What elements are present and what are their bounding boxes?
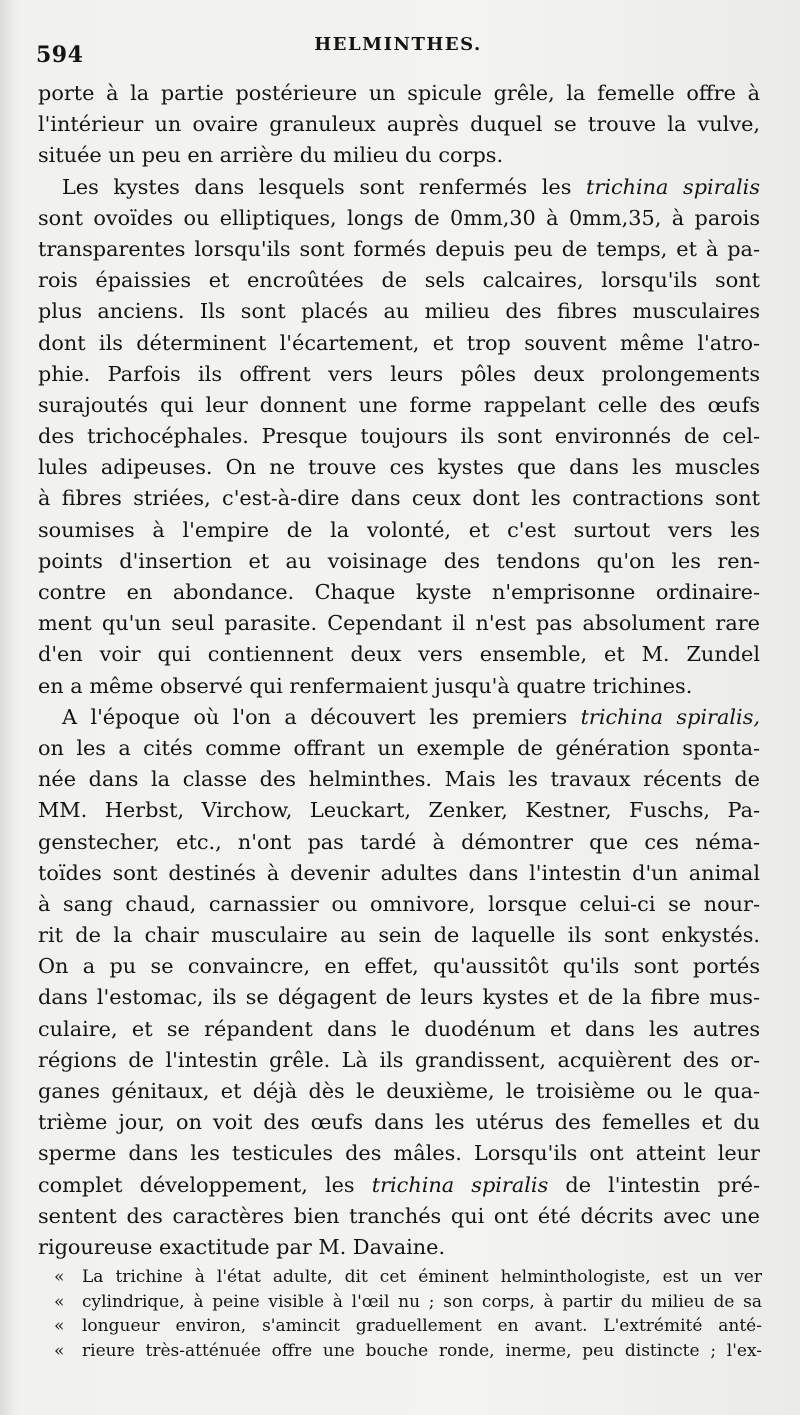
footnote-line: « cylindrique, à peine visible à l'œil nu ; son corps, à partir du milieu de sa [54, 1291, 762, 1312]
text-line: MM. Herbst, Virchow, Leuckart, Zenker, Kestner, Fuschs, Pa- [38, 798, 760, 823]
text-line: Les kystes dans lesquels sont renfermés les trichina spiralis [62, 174, 761, 199]
text-line: A l'époque où l'on a découvert les premiers trichina spiralis, [62, 704, 760, 729]
text-line: plus anciens. Ils sont placés au milieu des fibres musculaires [38, 299, 760, 324]
text-line: surajoutés qui leur donnent une forme rappelant celle des œufs [38, 392, 760, 417]
text-line: soumises à l'empire de la volonté, et c'est surtout vers les [38, 517, 760, 542]
text-line: dont ils déterminent l'écartement, et trop souvent même l'atro- [38, 330, 760, 355]
text-line: rigoureuse exactitude par M. Davaine. [38, 1234, 446, 1259]
text-line: sperme dans les testicules des mâles. Lorsqu'ils ont atteint leur [38, 1141, 760, 1166]
text-line: à fibres striées, c'est-à-dire dans ceux dont les contractions sont [38, 486, 760, 511]
text-line: phie. Parfois ils offrent vers leurs pôles deux prolongements [38, 361, 760, 386]
page-header [36, 30, 760, 68]
text-line: sont ovoïdes ou elliptiques, longs de 0mm,30 à 0mm,35, à parois [38, 205, 760, 230]
footnote-line: « longueur environ, s'amincit graduellement en avant. L'extrémité anté- [54, 1316, 762, 1336]
running-head: HELMINTHES. [314, 34, 482, 55]
text-line: l'intérieur un ovaire granuleux auprès duquel se trouve la vulve, [38, 112, 760, 137]
text-line: contre en abondance. Chaque kyste n'emprisonne ordinaire- [38, 580, 760, 604]
text-line: trième jour, on voit des œufs dans les utérus des femelles et du [38, 1110, 760, 1135]
text-line: culaire, et se répandent dans le duodénum et dans les autres [38, 1016, 760, 1041]
main-text [38, 78, 760, 1263]
text-line: sentent des caractères bien tranchés qui ont été décrits avec une [38, 1203, 760, 1228]
text-line: points d'insertion et au voisinage des tendons qu'on les ren- [38, 548, 760, 573]
text-line: rois épaissies et encroûtées de sels calcaires, lorsqu'ils sont [38, 268, 760, 293]
footnote-quote [56, 1265, 762, 1363]
text-line: on les a cités comme offrant un exemple de génération sponta- [38, 735, 760, 760]
text-line: située un peu en arrière du milieu du corps. [38, 143, 504, 168]
text-line: lules adipeuses. On ne trouve ces kystes que dans les muscles [38, 455, 760, 480]
footnote-line: « La trichine à l'état adulte, dit cet éminent helminthologiste, est un ver [54, 1267, 762, 1287]
footnote-line: « rieure très-atténuée offre une bouche ronde, inerme, peu distincte ; l'ex- [54, 1340, 762, 1361]
text-line: complet développement, les trichina spiralis de l'intestin pré- [38, 1172, 761, 1197]
text-line: régions de l'intestin grêle. Là ils grandissent, acquièrent des or- [38, 1047, 760, 1072]
text-line: toïdes sont destinés à devenir adultes dans l'intestin d'un animal [38, 860, 760, 885]
text-line: née dans la classe des helminthes. Mais les travaux récents de [38, 767, 760, 792]
text-line: ganes génitaux, et déjà dès le deuxième, le troisième ou le qua- [38, 1079, 760, 1103]
text-line: d'en voir qui contiennent deux vers ensemble, et M. Zundel [38, 642, 760, 667]
text-line: à sang chaud, carnassier ou omnivore, lorsque celui-ci se nour- [38, 891, 760, 916]
text-line: genstecher, etc., n'ont pas tardé à démontrer que ces néma- [38, 829, 760, 854]
text-line: On a pu se convaincre, en effet, qu'aussitôt qu'ils sont portés [38, 954, 760, 979]
text-line: ment qu'un seul parasite. Cependant il n'est pas absolument rare [38, 611, 760, 636]
page-number: 594 [36, 42, 84, 68]
text-line: en a même observé qui renfermaient jusqu'à quatre trichines. [38, 673, 693, 698]
text-line: des trichocéphales. Presque toujours ils sont environnés de cel- [38, 424, 760, 449]
text-line: dans l'estomac, ils se dégagent de leurs kystes et de la fibre mus- [38, 985, 760, 1010]
text-line: rit de la chair musculaire au sein de laquelle ils sont enkystés. [38, 923, 760, 948]
text-line: porte à la partie postérieure un spicule grêle, la femelle offre à [38, 81, 760, 105]
text-line: transparentes lorsqu'ils sont formés depuis peu de temps, et à pa- [38, 236, 760, 261]
